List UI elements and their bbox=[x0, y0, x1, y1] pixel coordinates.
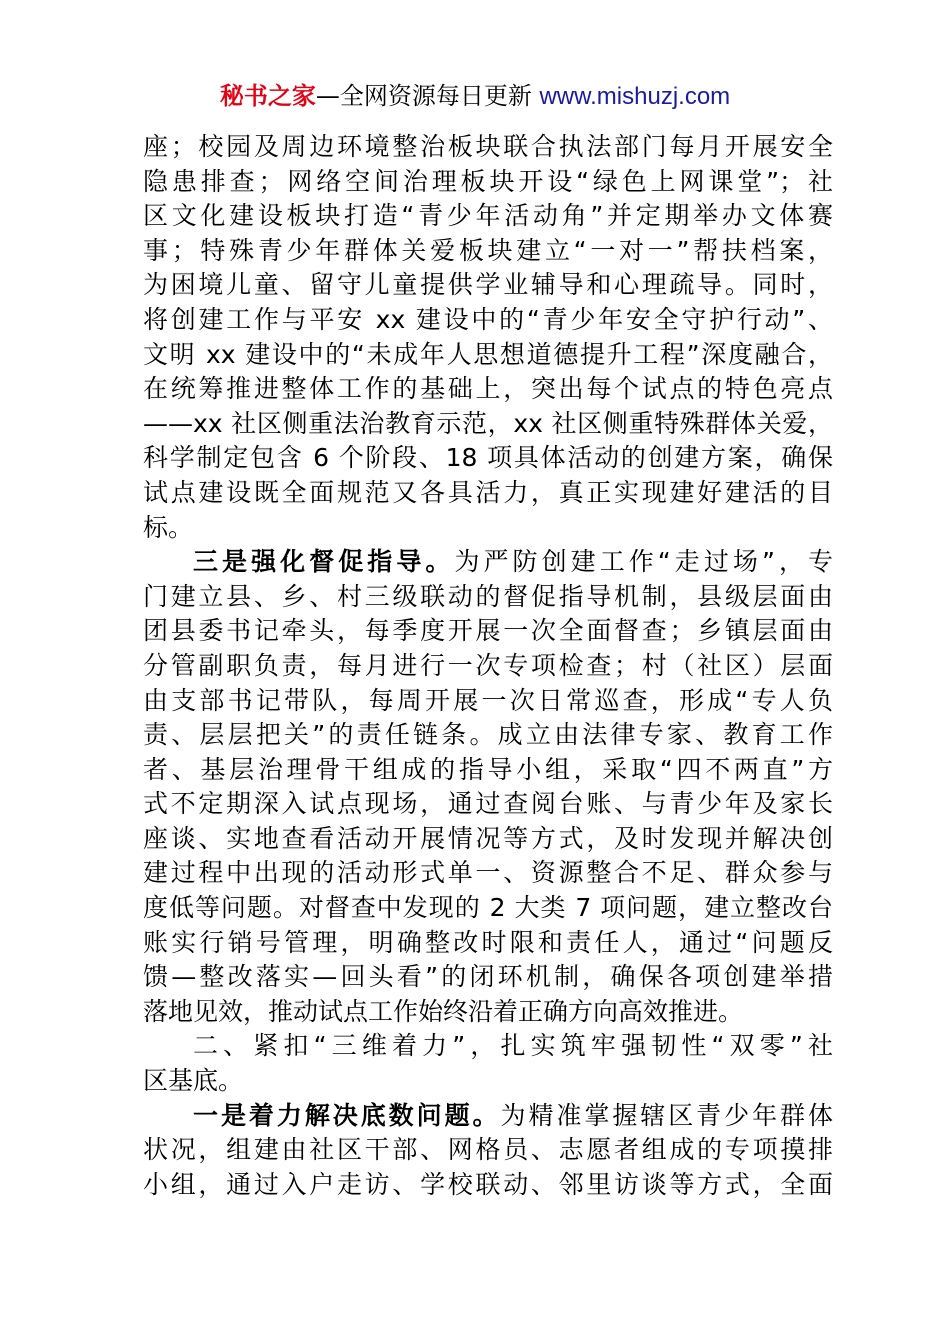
text-line: ——xx 社区侧重法治教育示范，xx 社区侧重特殊群体关爱， bbox=[143, 408, 833, 438]
text-line: 者、基层治理骨干组成的指导小组，采取“四不两直”方 bbox=[143, 754, 833, 784]
text-line: 科学制定包含 6 个阶段、18 项具体活动的创建方案，确保 bbox=[143, 443, 833, 473]
site-url-link[interactable]: www.mishuzj.com bbox=[539, 83, 731, 110]
text-line: 座；校园及周边环境整治板块联合执法部门每月开展安全 bbox=[143, 132, 833, 161]
paragraph-baseline bbox=[143, 1099, 833, 1203]
document-body bbox=[143, 130, 833, 1202]
text-line: 账实行销号管理，明确整改时限和责任人，通过“问题反 bbox=[143, 927, 833, 957]
text-line bbox=[143, 545, 833, 580]
text-line: 将创建工作与平安 xx 建设中的“青少年安全守护行动”、 bbox=[143, 304, 833, 334]
text-line: 标。 bbox=[143, 512, 194, 542]
text-line: 团县委书记牵头，每季度开展一次全面督查；乡镇层面由 bbox=[143, 616, 833, 646]
paragraph-lead: 一是着力解决底数问题。 bbox=[193, 1100, 501, 1130]
text-line: 式不定期深入试点现场，通过查阅台账、与青少年及家长 bbox=[143, 789, 833, 819]
text-line: 分管副职负责，每月进行一次专项检查；村（社区）层面 bbox=[143, 650, 833, 680]
text-line: 落地见效，推动试点工作始终沿着正确方向高效推进。 bbox=[143, 996, 744, 1026]
text-line: 建过程中出现的活动形式单一、资源整合不足、群众参与 bbox=[143, 858, 833, 888]
text-line: 责、层层把关”的责任链条。成立由法律专家、教育工作 bbox=[143, 720, 833, 750]
text-line: 文明 xx 建设中的“未成年人思想道德提升工程”深度融合， bbox=[143, 339, 833, 369]
text-line: 馈—整改落实—回头看”的闭环机制，确保各项创建举措 bbox=[143, 962, 833, 992]
text-line: 小组，通过入户走访、学校联动、邻里访谈等方式，全面 bbox=[143, 1169, 833, 1199]
paragraph-supervision bbox=[143, 545, 833, 1029]
brand-name: 秘书之家 bbox=[219, 82, 316, 110]
text-line: 度低等问题。对督查中发现的 2 大类 7 项问题，建立整改台 bbox=[143, 893, 833, 923]
text-line: 隐患排查；网络空间治理板块开设“绿色上网课堂”；社 bbox=[143, 166, 833, 196]
text-line bbox=[143, 1099, 833, 1134]
text-line: 在统筹推进整体工作的基础上，突出每个试点的特色亮点 bbox=[143, 374, 833, 404]
section-heading bbox=[143, 1029, 833, 1098]
paragraph-continuation bbox=[143, 130, 833, 545]
paragraph-lead-rest: 为精准掌握辖区青少年群体 bbox=[500, 1100, 833, 1130]
text-line: 座谈、实地查看活动开展情况等方式，及时发现并解决创 bbox=[143, 823, 833, 853]
text-line: 事；特殊青少年群体关爱板块建立“一对一”帮扶档案， bbox=[143, 235, 833, 265]
text-line: 由支部书记带队，每周开展一次日常巡查，形成“专人负 bbox=[143, 685, 833, 715]
text-line: 状况，组建由社区干部、网格员、志愿者组成的专项摸排 bbox=[143, 1135, 833, 1165]
paragraph-lead-rest: 为严防创建工作“走过场”，专 bbox=[454, 547, 833, 577]
text-line: 二、紧扣“三维着力”，扎实筑牢强韧性“双零”社 bbox=[193, 1031, 833, 1061]
site-header bbox=[0, 80, 950, 113]
text-line: 门建立县、乡、村三级联动的督促指导机制，县级层面由 bbox=[143, 581, 833, 611]
text-line: 区基底。 bbox=[143, 1066, 244, 1096]
text-line: 区文化建设板块打造“青少年活动角”并定期举办文体赛 bbox=[143, 201, 833, 231]
text-line: 试点建设既全面规范又各具活力，真正实现建好建活的目 bbox=[143, 477, 833, 507]
paragraph-lead: 三是强化督促指导。 bbox=[193, 547, 455, 577]
header-tagline: —全网资源每日更新 bbox=[315, 82, 540, 110]
text-line: 为困境儿童、留守儿童提供学业辅导和心理疏导。同时， bbox=[143, 270, 833, 300]
